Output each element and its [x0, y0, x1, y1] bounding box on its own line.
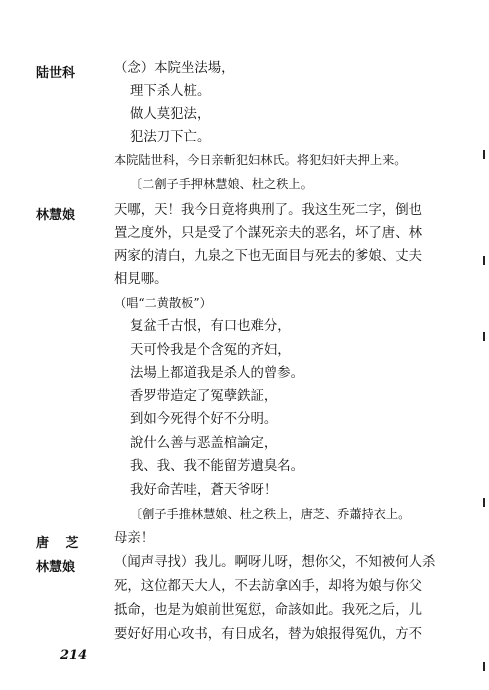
scan-speck — [483, 256, 485, 265]
verse-line: 做人莫犯法， — [130, 107, 211, 122]
scan-speck — [483, 662, 485, 671]
verse-line: 我好命苦哇，蒼天爷呀！ — [130, 483, 278, 498]
verse-line: 我、我、我不能留芳遺臭名。 — [130, 459, 305, 474]
sing-direction: （唱“二黄散板”） — [114, 296, 212, 310]
speaker-lu-shike: 陆世科 — [36, 66, 76, 81]
text-line: 本院陆世科，今日亲斬犯妇林氏。将犯妇奸夫押上来。 — [114, 153, 407, 167]
verse-line: 犯法刀下亡。 — [130, 130, 211, 145]
speaker-tang-zhi: 唐 芝 — [36, 536, 85, 551]
scan-speck — [483, 498, 485, 507]
scan-speck — [483, 150, 485, 159]
verse-line: 到如今死得个好不分明。 — [130, 412, 278, 427]
text-line: 母亲！ — [114, 531, 155, 546]
speaker-lin-huiniang: 林慧娘 — [36, 208, 76, 223]
text-line: 两家的清白，九泉之下也无面目与死去的爹娘、丈夫 — [114, 249, 422, 264]
text-line: 要好好用心攻书，有日成名，替为娘报得冤仇，方不 — [114, 627, 422, 642]
verse-line: 天可怜我是个含冤的齐妇， — [130, 343, 291, 358]
verse-line: 复盆千古恨，有口也难分， — [130, 319, 291, 334]
text-line: 相見哪。 — [114, 272, 168, 287]
text-line: （念）本院坐法場， — [114, 61, 235, 76]
stage-direction: 〔二劊子手押林慧娘、杜之秩上。 — [130, 177, 313, 191]
text-line: （闻声寻找）我儿。啊呀儿呀，想你父，不知被何人杀 — [114, 555, 436, 570]
scan-speck — [483, 332, 485, 341]
verse-line: 說什么善与恶盖棺論定， — [130, 436, 278, 451]
text-line: 置之度外，只是受了个謀死亲夫的恶名，坏了唐、林 — [114, 226, 422, 241]
verse-line: 香罗带造定了冤孽鉄証， — [130, 389, 278, 404]
stage-direction: 〔劊子手推林慧娘、杜之秩上，唐芝、乔蕭持衣上。 — [130, 507, 411, 521]
text-line: 抵命，也是为娘前世冤愆，命該如此。我死之后，儿 — [114, 603, 422, 618]
text-line: 死，这位都天大人，不去訪拿凶手，却将为娘与你父 — [114, 579, 422, 594]
speaker-lin-huiniang-2: 林慧娘 — [36, 560, 76, 575]
verse-line: 法場上都道我是杀人的曾参。 — [130, 366, 305, 381]
page-number: 214 — [60, 648, 88, 663]
text-line: 天哪，天！我今日竟将典刑了。我这生死二字，倒也 — [114, 203, 422, 218]
verse-line: 理下杀人桩。 — [130, 84, 211, 99]
